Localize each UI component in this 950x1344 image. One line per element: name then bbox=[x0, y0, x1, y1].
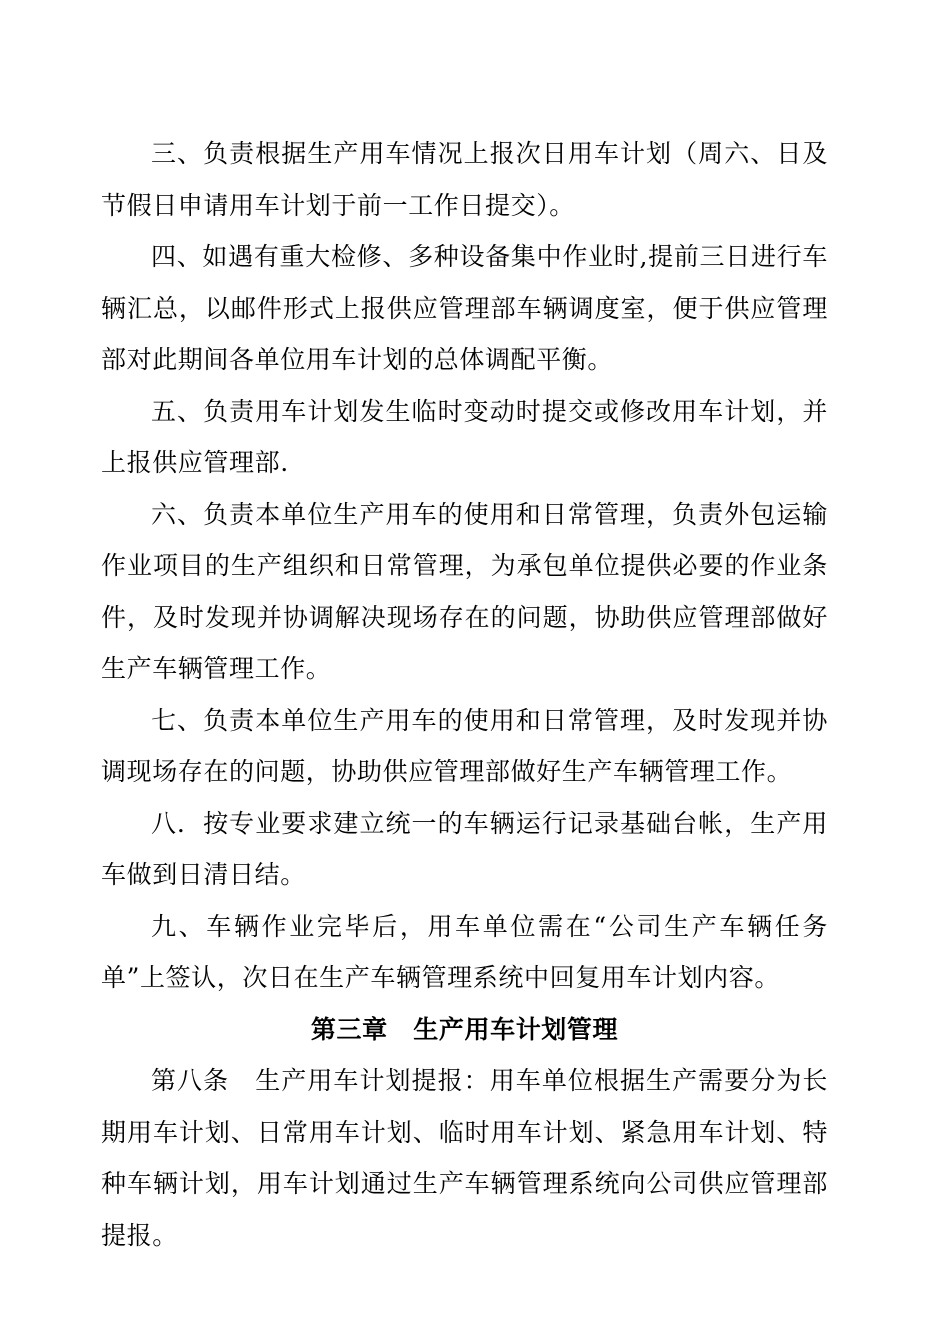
article-8-paragraph: 第八条 生产用车计划提报：用车单位根据生产需要分为长期用车计划、日常用车计划、临时用车计划、紧急用车计划、特种车辆计划，用车计划通过生产车辆管理系统向公司供应管理部提报。 bbox=[101, 1066, 828, 1250]
chapter-heading: 第三章 生产用车计划管理 bbox=[310, 1014, 619, 1044]
paragraph-item-5: 五、负责用车计划发生临时变动时提交或修改用车计划，并上报供应管理部. bbox=[101, 396, 828, 477]
paragraph-item-7: 七、负责本单位生产用车的使用和日常管理，及时发现并协调现场存在的问题，协助供应管理部做好生产车辆管理工作。 bbox=[101, 705, 828, 786]
paragraph-item-6: 六、负责本单位生产用车的使用和日常管理，负责外包运输作业项目的生产组织和日常管理，为承包单位提供必要的作业条件，及时发现并协调解决现场存在的问题，协助供应管理部做好生产车辆管理工作。 bbox=[101, 499, 828, 683]
paragraph-item-8: 八．按专业要求建立统一的车辆运行记录基础台帐，生产用车做到日清日结。 bbox=[101, 808, 828, 889]
paragraph-item-4: 四、如遇有重大检修、多种设备集中作业时,提前三日进行车辆汇总，以邮件形式上报供应管理部车辆调度室，便于供应管理部对此期间各单位用车计划的总体调配平衡。 bbox=[101, 242, 828, 374]
paragraph-item-3: 三、负责根据生产用车情况上报次日用车计划（周六、日及节假日申请用车计划于前一工作日提交）。 bbox=[101, 139, 828, 220]
paragraph-item-9: 九、车辆作业完毕后，用车单位需在“公司生产车辆任务单”上签认，次日在生产车辆管理系统中回复用车计划内容。 bbox=[101, 911, 828, 992]
